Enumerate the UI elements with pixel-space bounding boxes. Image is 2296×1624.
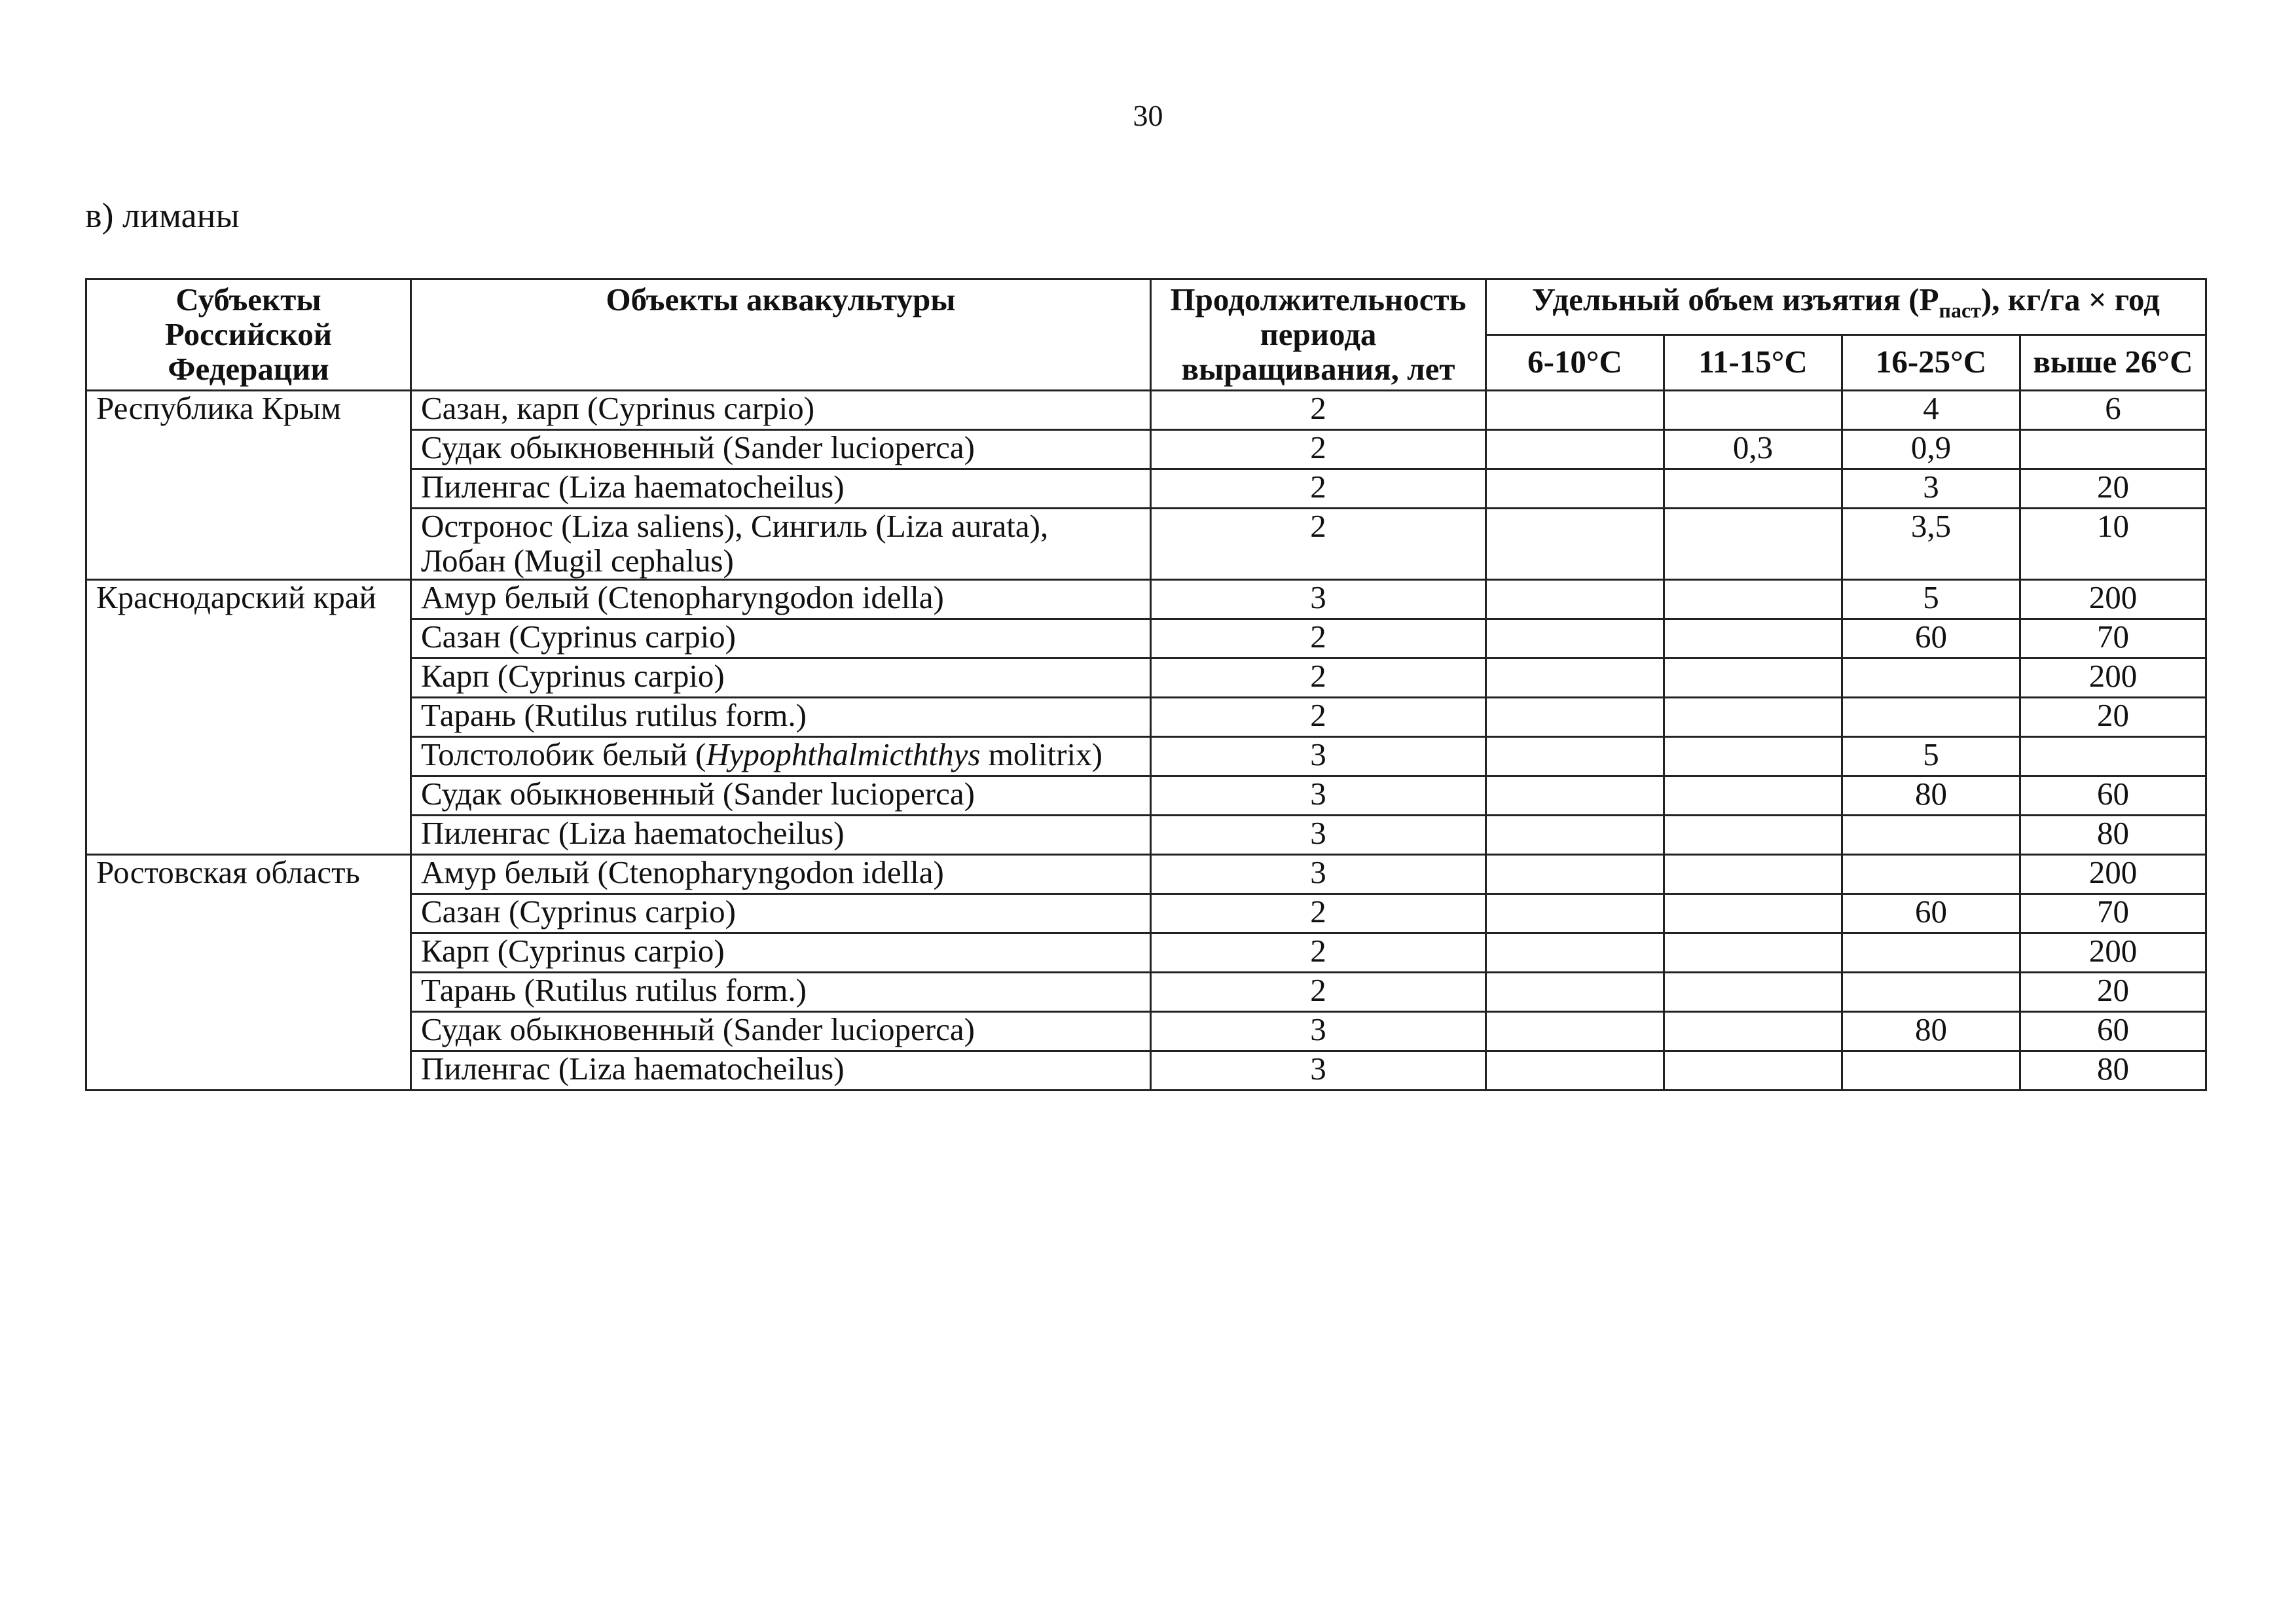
removal-6-10-cell (1486, 1011, 1664, 1051)
header-removal-suffix: ), кг/га × год (1980, 281, 2160, 317)
removal-6-10-cell (1486, 469, 1664, 508)
object-cell: Амур белый (Ctenopharyngodon idella) (411, 854, 1151, 893)
table-header (86, 280, 2206, 391)
duration-cell: 2 (1151, 508, 1486, 579)
removal-16-25-cell (1842, 658, 2020, 697)
removal-6-10-cell (1486, 429, 1664, 469)
object-name-italic: Hypophthalmicththys (706, 736, 981, 772)
removal-16-25-cell: 4 (1842, 390, 2020, 429)
removal-11-15-cell (1664, 508, 1842, 579)
removal-11-15-cell (1664, 815, 1842, 854)
removal-above-26-cell: 200 (2020, 579, 2206, 619)
duration-cell: 2 (1151, 893, 1486, 933)
removal-16-25-cell: 80 (1842, 776, 2020, 815)
removal-16-25-cell: 60 (1842, 893, 2020, 933)
removal-6-10-cell (1486, 658, 1664, 697)
duration-cell: 3 (1151, 1011, 1486, 1051)
removal-6-10-cell (1486, 893, 1664, 933)
object-cell: Пиленгас (Liza haematocheilus) (411, 1051, 1151, 1090)
header-subject: Субъекты Российской Федерации (86, 280, 411, 391)
removal-above-26-cell (2020, 429, 2206, 469)
duration-cell: 2 (1151, 469, 1486, 508)
removal-11-15-cell: 0,3 (1664, 429, 1842, 469)
removal-above-26-cell: 6 (2020, 390, 2206, 429)
object-cell (411, 736, 1151, 776)
removal-16-25-cell (1842, 972, 2020, 1011)
removal-11-15-cell (1664, 1051, 1842, 1090)
duration-cell: 2 (1151, 697, 1486, 736)
aquaculture-table (85, 278, 2207, 1091)
duration-cell: 3 (1151, 854, 1486, 893)
removal-11-15-cell (1664, 1011, 1842, 1051)
object-cell: Тарань (Rutilus rutilus form.) (411, 697, 1151, 736)
object-cell: Карп (Cyprinus carpio) (411, 658, 1151, 697)
removal-11-15-cell (1664, 854, 1842, 893)
object-cell: Судак обыкновенный (Sander lucioperca) (411, 776, 1151, 815)
duration-cell: 3 (1151, 815, 1486, 854)
removal-6-10-cell (1486, 972, 1664, 1011)
header-removal (1486, 280, 2206, 335)
removal-6-10-cell (1486, 736, 1664, 776)
removal-above-26-cell: 80 (2020, 815, 2206, 854)
removal-11-15-cell (1664, 776, 1842, 815)
object-cell: Пиленгас (Liza haematocheilus) (411, 815, 1151, 854)
removal-6-10-cell (1486, 776, 1664, 815)
removal-above-26-cell (2020, 736, 2206, 776)
removal-11-15-cell (1664, 658, 1842, 697)
removal-16-25-cell: 80 (1842, 1011, 2020, 1051)
removal-11-15-cell (1664, 736, 1842, 776)
removal-11-15-cell (1664, 619, 1842, 658)
removal-6-10-cell (1486, 1051, 1664, 1090)
removal-16-25-cell (1842, 933, 2020, 972)
object-name-prefix: Толстолобик белый ( (421, 736, 706, 772)
duration-cell: 2 (1151, 972, 1486, 1011)
table-body (86, 390, 2206, 1090)
removal-16-25-cell: 0,9 (1842, 429, 2020, 469)
removal-6-10-cell (1486, 697, 1664, 736)
duration-cell: 3 (1151, 1051, 1486, 1090)
removal-6-10-cell (1486, 508, 1664, 579)
object-name-suffix: molitrix) (980, 736, 1102, 772)
removal-6-10-cell (1486, 390, 1664, 429)
duration-cell: 2 (1151, 429, 1486, 469)
removal-6-10-cell (1486, 854, 1664, 893)
removal-above-26-cell: 70 (2020, 893, 2206, 933)
object-cell: Судак обыкновенный (Sander lucioperca) (411, 1011, 1151, 1051)
removal-6-10-cell (1486, 933, 1664, 972)
removal-above-26-cell: 20 (2020, 697, 2206, 736)
object-cell: Остронос (Liza saliens), Сингиль (Liza aurata), Лобан (Mugil cephalus) (411, 508, 1151, 579)
duration-cell: 3 (1151, 579, 1486, 619)
removal-above-26-cell: 200 (2020, 658, 2206, 697)
header-temp-6-10: 6-10°C (1486, 334, 1664, 390)
object-cell: Судак обыкновенный (Sander lucioperca) (411, 429, 1151, 469)
removal-16-25-cell: 3,5 (1842, 508, 2020, 579)
table-row (86, 390, 2206, 429)
header-removal-prefix: Удельный объем изъятия (P (1532, 281, 1939, 317)
region-cell: Республика Крым (86, 390, 411, 579)
section-title: в) лиманы (85, 196, 240, 235)
removal-6-10-cell (1486, 815, 1664, 854)
object-cell: Сазан, карп (Cyprinus carpio) (411, 390, 1151, 429)
header-duration: Продолжительность периода выращивания, лет (1151, 280, 1486, 391)
removal-11-15-cell (1664, 697, 1842, 736)
removal-16-25-cell (1842, 1051, 2020, 1090)
removal-11-15-cell (1664, 469, 1842, 508)
removal-above-26-cell: 20 (2020, 469, 2206, 508)
duration-cell: 2 (1151, 933, 1486, 972)
removal-16-25-cell: 5 (1842, 736, 2020, 776)
object-cell: Пиленгас (Liza haematocheilus) (411, 469, 1151, 508)
removal-6-10-cell (1486, 619, 1664, 658)
duration-cell: 3 (1151, 776, 1486, 815)
removal-16-25-cell: 5 (1842, 579, 2020, 619)
removal-16-25-cell (1842, 854, 2020, 893)
removal-16-25-cell (1842, 815, 2020, 854)
duration-cell: 2 (1151, 619, 1486, 658)
header-temp-11-15: 11-15°C (1664, 334, 1842, 390)
removal-above-26-cell: 200 (2020, 854, 2206, 893)
duration-cell: 2 (1151, 390, 1486, 429)
removal-16-25-cell: 60 (1842, 619, 2020, 658)
removal-above-26-cell: 10 (2020, 508, 2206, 579)
removal-16-25-cell (1842, 697, 2020, 736)
page-number: 30 (1133, 99, 1163, 132)
header-removal-sub: паст (1939, 298, 1981, 322)
removal-above-26-cell: 200 (2020, 933, 2206, 972)
removal-16-25-cell: 3 (1842, 469, 2020, 508)
removal-above-26-cell: 70 (2020, 619, 2206, 658)
object-cell: Карп (Cyprinus carpio) (411, 933, 1151, 972)
removal-above-26-cell: 60 (2020, 1011, 2206, 1051)
header-temp-above-26: выше 26°C (2020, 334, 2206, 390)
table-row (86, 579, 2206, 619)
removal-11-15-cell (1664, 893, 1842, 933)
removal-11-15-cell (1664, 972, 1842, 1011)
removal-above-26-cell: 80 (2020, 1051, 2206, 1090)
removal-11-15-cell (1664, 579, 1842, 619)
removal-6-10-cell (1486, 579, 1664, 619)
removal-above-26-cell: 20 (2020, 972, 2206, 1011)
object-cell: Амур белый (Ctenopharyngodon idella) (411, 579, 1151, 619)
removal-11-15-cell (1664, 933, 1842, 972)
object-cell: Сазан (Cyprinus carpio) (411, 893, 1151, 933)
removal-11-15-cell (1664, 390, 1842, 429)
removal-above-26-cell: 60 (2020, 776, 2206, 815)
region-cell: Ростовская область (86, 854, 411, 1090)
header-objects: Объекты аквакультуры (411, 280, 1151, 391)
duration-cell: 3 (1151, 736, 1486, 776)
duration-cell: 2 (1151, 658, 1486, 697)
object-cell: Тарань (Rutilus rutilus form.) (411, 972, 1151, 1011)
region-cell: Краснодарский край (86, 579, 411, 854)
header-temp-16-25: 16-25°C (1842, 334, 2020, 390)
object-cell: Сазан (Cyprinus carpio) (411, 619, 1151, 658)
table-row (86, 854, 2206, 893)
